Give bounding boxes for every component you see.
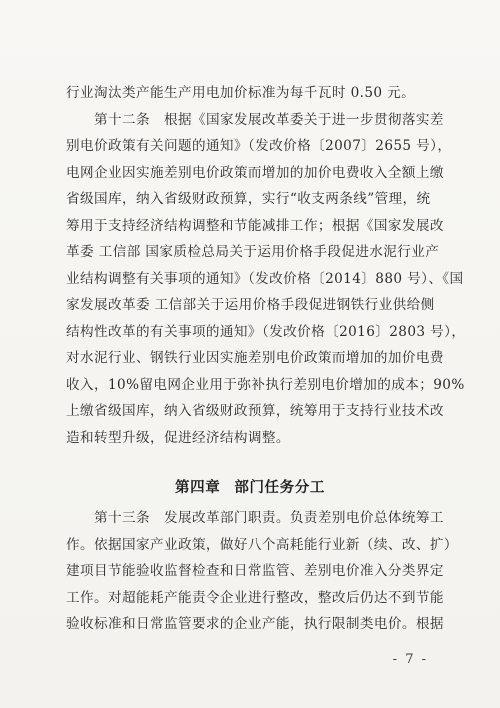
article-13-line: 第十三条 发展改革部门职责。负责差别电价总体统筹工 xyxy=(94,510,444,526)
page-number: - 7 - xyxy=(392,652,428,667)
text-line: 革委 工信部 国家质检总局关于运用价格手段促进水泥行业产 xyxy=(66,244,440,260)
text-line: 上缴省级国库，纳入省级财政预算，统筹用于支持行业技术改 xyxy=(66,403,444,419)
body-text-bottom xyxy=(66,505,458,638)
text-line: 建项目节能验收监督检查和日常监管、差别电价准入分类界定 xyxy=(66,563,444,579)
text-line: 对水泥行业、钢铁行业因实施差别电价政策而增加的加价电费 xyxy=(66,350,444,366)
text-line: 业结构调整有关事项的通知》（发改价格〔2014〕880 号）、《国 xyxy=(66,270,464,287)
text-line: 行业淘汰类产能生产用电加价标准为每千瓦时 0.50 元。 xyxy=(66,85,416,101)
text-line: 验收标准和日常监管要求的企业产能，执行限制类电价。根据 xyxy=(66,616,444,632)
text-line: 造和转型升级，促进经济结构调整。 xyxy=(66,429,290,446)
chapter-heading xyxy=(0,476,500,497)
text-line: 电网企业因实施差别电价政策而增加的加价电费收入全额上缴 xyxy=(66,164,444,181)
text-line: 作。依据国家产业政策，做好八个高耗能行业新（续、改、扩） xyxy=(66,536,458,553)
article-12-line: 第十二条 根据《国家发展改革委关于进一步贯彻落实差 xyxy=(94,111,444,128)
text-line: 家发展改革委 工信部关于运用价格手段促进钢铁行业供给侧 xyxy=(66,297,435,313)
text-line: 结构性改革的有关事项的通知》（发改价格〔2016〕2803 号）， xyxy=(66,323,466,340)
text-line: 别电价政策有关问题的通知》（发改价格〔2007〕2655 号）， xyxy=(66,138,452,154)
chapter-title: 部门任务分工 xyxy=(234,480,325,496)
text-line: 工作。对超能耗产能责令企业进行整改，整改后仍达不到节能 xyxy=(66,589,444,606)
text-line: 筹用于支持经济结构调整和节能减排工作；根据《国家发展改 xyxy=(66,217,444,234)
body-text-top xyxy=(66,80,466,451)
text-line: 省级国库，纳入省级财政预算，实行“收支两条线”管理，统 xyxy=(66,191,431,207)
text-line: 收入，10%留电网企业用于弥补执行差别电价增加的成本；90% xyxy=(66,376,465,393)
chapter-number: 第四章 xyxy=(175,480,221,496)
